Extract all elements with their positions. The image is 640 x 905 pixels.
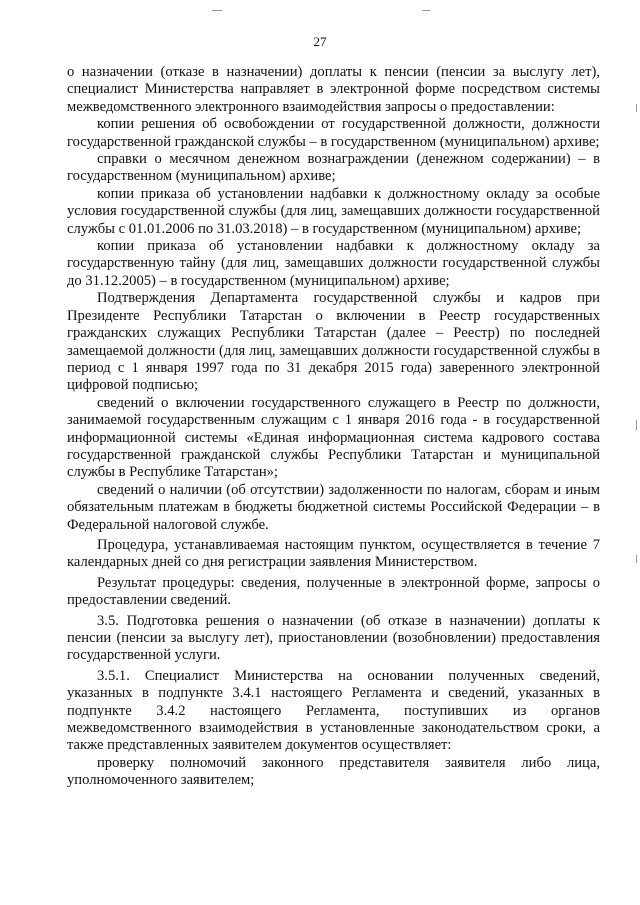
document-body xyxy=(67,64,600,790)
paragraph: справки о месячном денежном вознаграждении (денежном содержании) – в государственном (муниципальном) архиве; xyxy=(67,151,600,185)
paragraph: копии решения об освобождении от государственной должности, должности государственной гражданской службы – в государственном (муниципальном) архиве; xyxy=(67,116,600,150)
paragraph: копии приказа об установлении надбавки к должностному окладу за государственную тайну (для лиц, замещавших должности государственной службы до 31.12.2005) – в государственном (муниципальном) архиве; xyxy=(67,238,600,289)
scan-mark xyxy=(636,555,637,563)
scan-mark xyxy=(636,420,637,430)
paragraph: о назначении (отказе в назначении) доплаты к пенсии (пенсии за выслугу лет), специалист Министерства направляет в электронной форме посредством системы межведомственного электронного взаимодействия запросы о предоставлении: xyxy=(67,64,600,115)
paragraph: проверку полномочий законного представителя заявителя либо лица, уполномоченного заявителем; xyxy=(67,754,600,789)
paragraph: Подтверждения Департамента государственной службы и кадров при Президенте Республики Татарстан о включении в Реестр государственных гражданских служащих Республики Татарстан (далее – Реестр) по последней замещаемой должности (для лиц, замещавших должности государственной службы в период с 1 января 1997 года по 31 декабря 2015 года) заверенного электронной цифровой подписью; xyxy=(67,290,600,394)
page-number: 27 xyxy=(313,34,327,49)
paragraph: Результат процедуры: сведения, полученные в электронной форме, запросы о предоставлении сведений. xyxy=(67,574,600,609)
paragraph: сведений о наличии (об отсутствии) задолженности по налогам, сборам и иным обязательным платежам в бюджеты бюджетной системы Российской Федерации – в Федеральной налоговой службе. xyxy=(67,481,600,533)
section-heading: 3.5. Подготовка решения о назначении (об отказе в назначении) доплаты к пенсии (пенсии за выслугу лет), приостановлении (возобновлении) предоставления государственной услуги. xyxy=(67,612,600,664)
paragraph: копии приказа об установлении надбавки к должностному окладу за особые условия государственной службы (для лиц, замещавших должности государственной службы с 01.01.2006 по 31.03.2018) – в государственном (муниципальном) архиве; xyxy=(67,185,600,237)
scan-mark xyxy=(422,10,430,11)
scan-mark xyxy=(212,10,222,11)
scan-mark xyxy=(636,104,637,112)
paragraph: Процедура, устанавливаемая настоящим пунктом, осуществляется в течение 7 календарных дней со дня регистрации заявления Министерством. xyxy=(67,536,600,571)
paragraph: сведений о включении государственного служащего в Реестр по должности, занимаемой государственным служащим с 1 января 2016 года - в государственной информационной системы «Единая информационная система кадрового состава государственной гражданской службы Республики Татарстан и муниципальной службы в Республике Татарстан»; xyxy=(67,394,600,481)
paragraph: 3.5.1. Специалист Министерства на основании полученных сведений, указанных в подпункте 3.4.1 настоящего Регламента и сведений, указанных в подпункте 3.4.2 настоящего Регламента, поступивших из органов межведомственного взаимодействия в установленные законодательством сроки, а также представленных заявителем документов осуществляет: xyxy=(67,667,600,754)
